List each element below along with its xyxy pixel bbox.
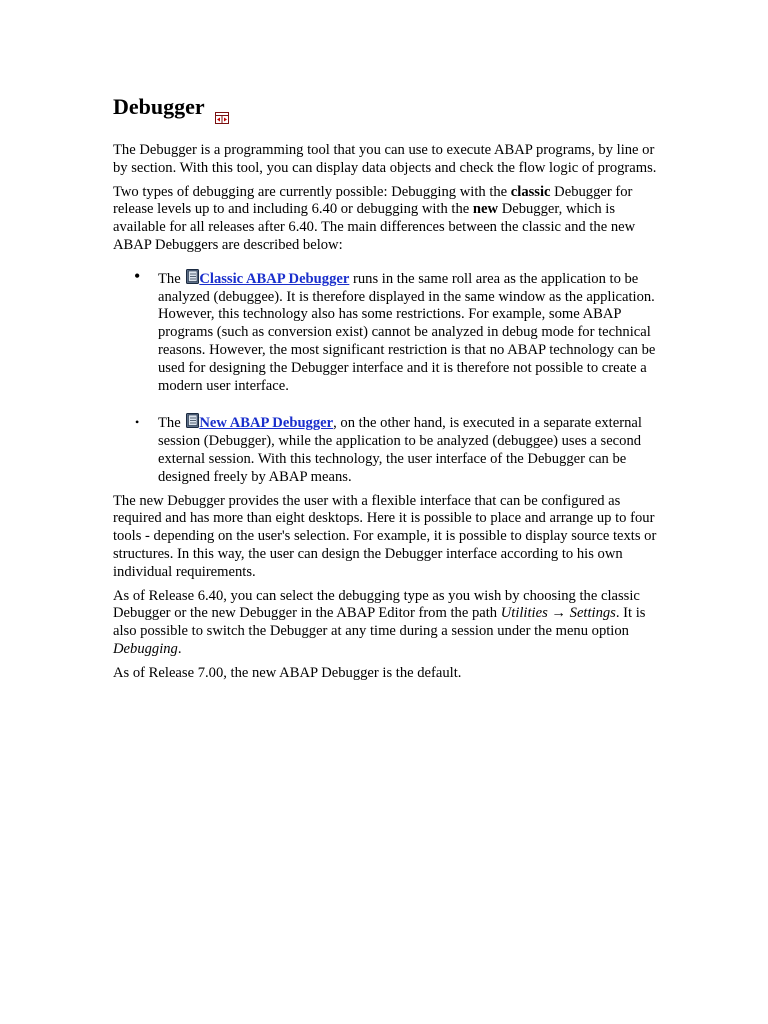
debugging-types-paragraph [113,184,658,255]
classic-emphasis: classic [510,183,551,200]
book-icon [186,269,199,284]
release-640-paragraph [113,588,658,659]
new-emphasis: new [472,201,499,218]
bullet-icon: • [135,415,140,430]
page-title-text: Debugger [113,94,205,119]
bullet-icon: • [134,265,141,286]
release-700-paragraph: As of Release 7.00, the new ABAP Debugger is the default. [113,664,462,681]
types-text-1: Two types of debugging are currently possible: Debugging with the [113,183,511,200]
classic-description: runs in the same roll area as the application to be analyzed (debuggee). It is therefore displayed in the same window as the application. However, this technology also has some restrictions. For example, some ABAP programs (such as conversion exist) cannot be analyzed in debug mode for technical reasons. However, the most significant restriction is that no ABAP technology can be used for designing the Debugger interface and it is therefore not possible to create a modern user interface. [158,270,656,394]
classic-prefix: The [158,270,185,287]
release-640-text-2: . It is also possible to switch the Debugger at any time during a session under the menu option [113,605,646,640]
classic-abap-debugger-link[interactable]: Classic ABAP Debugger [199,270,350,287]
new-prefix: The [158,415,185,432]
page-title [113,92,658,122]
new-description: , on the other hand, is executed in a separate external session (Debugger), while the application to be analyzed (debuggee) uses a second external session. With this technology, the user interface of the Debugger can be designed freely by ABAP means. [158,415,642,485]
structure-link-icon[interactable] [215,102,229,114]
release-640-text-1: As of Release 6.40, you can select the debugging type as you wish by choosing the classic Debugger or the new Debugger in the ABAP Editor from the path [113,587,640,622]
new-debugger-paragraph: The new Debugger provides the user with a flexible interface that can be configured as required and has more than eight desktops. Here it is possible to place and arrange up to four tools - depending on the user's selection. For example, it is possible to display source texts or structures. In this way, the user can design the Debugger interface according to his own individual requirements. [113,492,657,580]
menu-path: Utilities → Settings [500,605,616,622]
new-abap-debugger-link[interactable]: New ABAP Debugger [199,415,334,432]
intro-paragraph: The Debugger is a programming tool that you can use to execute ABAP programs, by line or by section. With this tool, you can display data objects and check the flow logic of programs. [113,142,657,176]
types-text-2: Debugger for release levels up to and including 6.40 or debugging with the [113,183,633,218]
book-icon [186,413,199,428]
release-640-text-3: . [177,640,182,657]
list-item-classic [113,265,658,396]
menu-option: Debugging [113,640,178,657]
list-item-new [113,413,658,486]
document-page [113,92,658,689]
debugger-comparison-list [113,265,658,487]
types-text-3: Debugger, which is available for all releases after 6.40. The main differences between the classic and the new ABAP Debuggers are described below: [113,201,636,253]
